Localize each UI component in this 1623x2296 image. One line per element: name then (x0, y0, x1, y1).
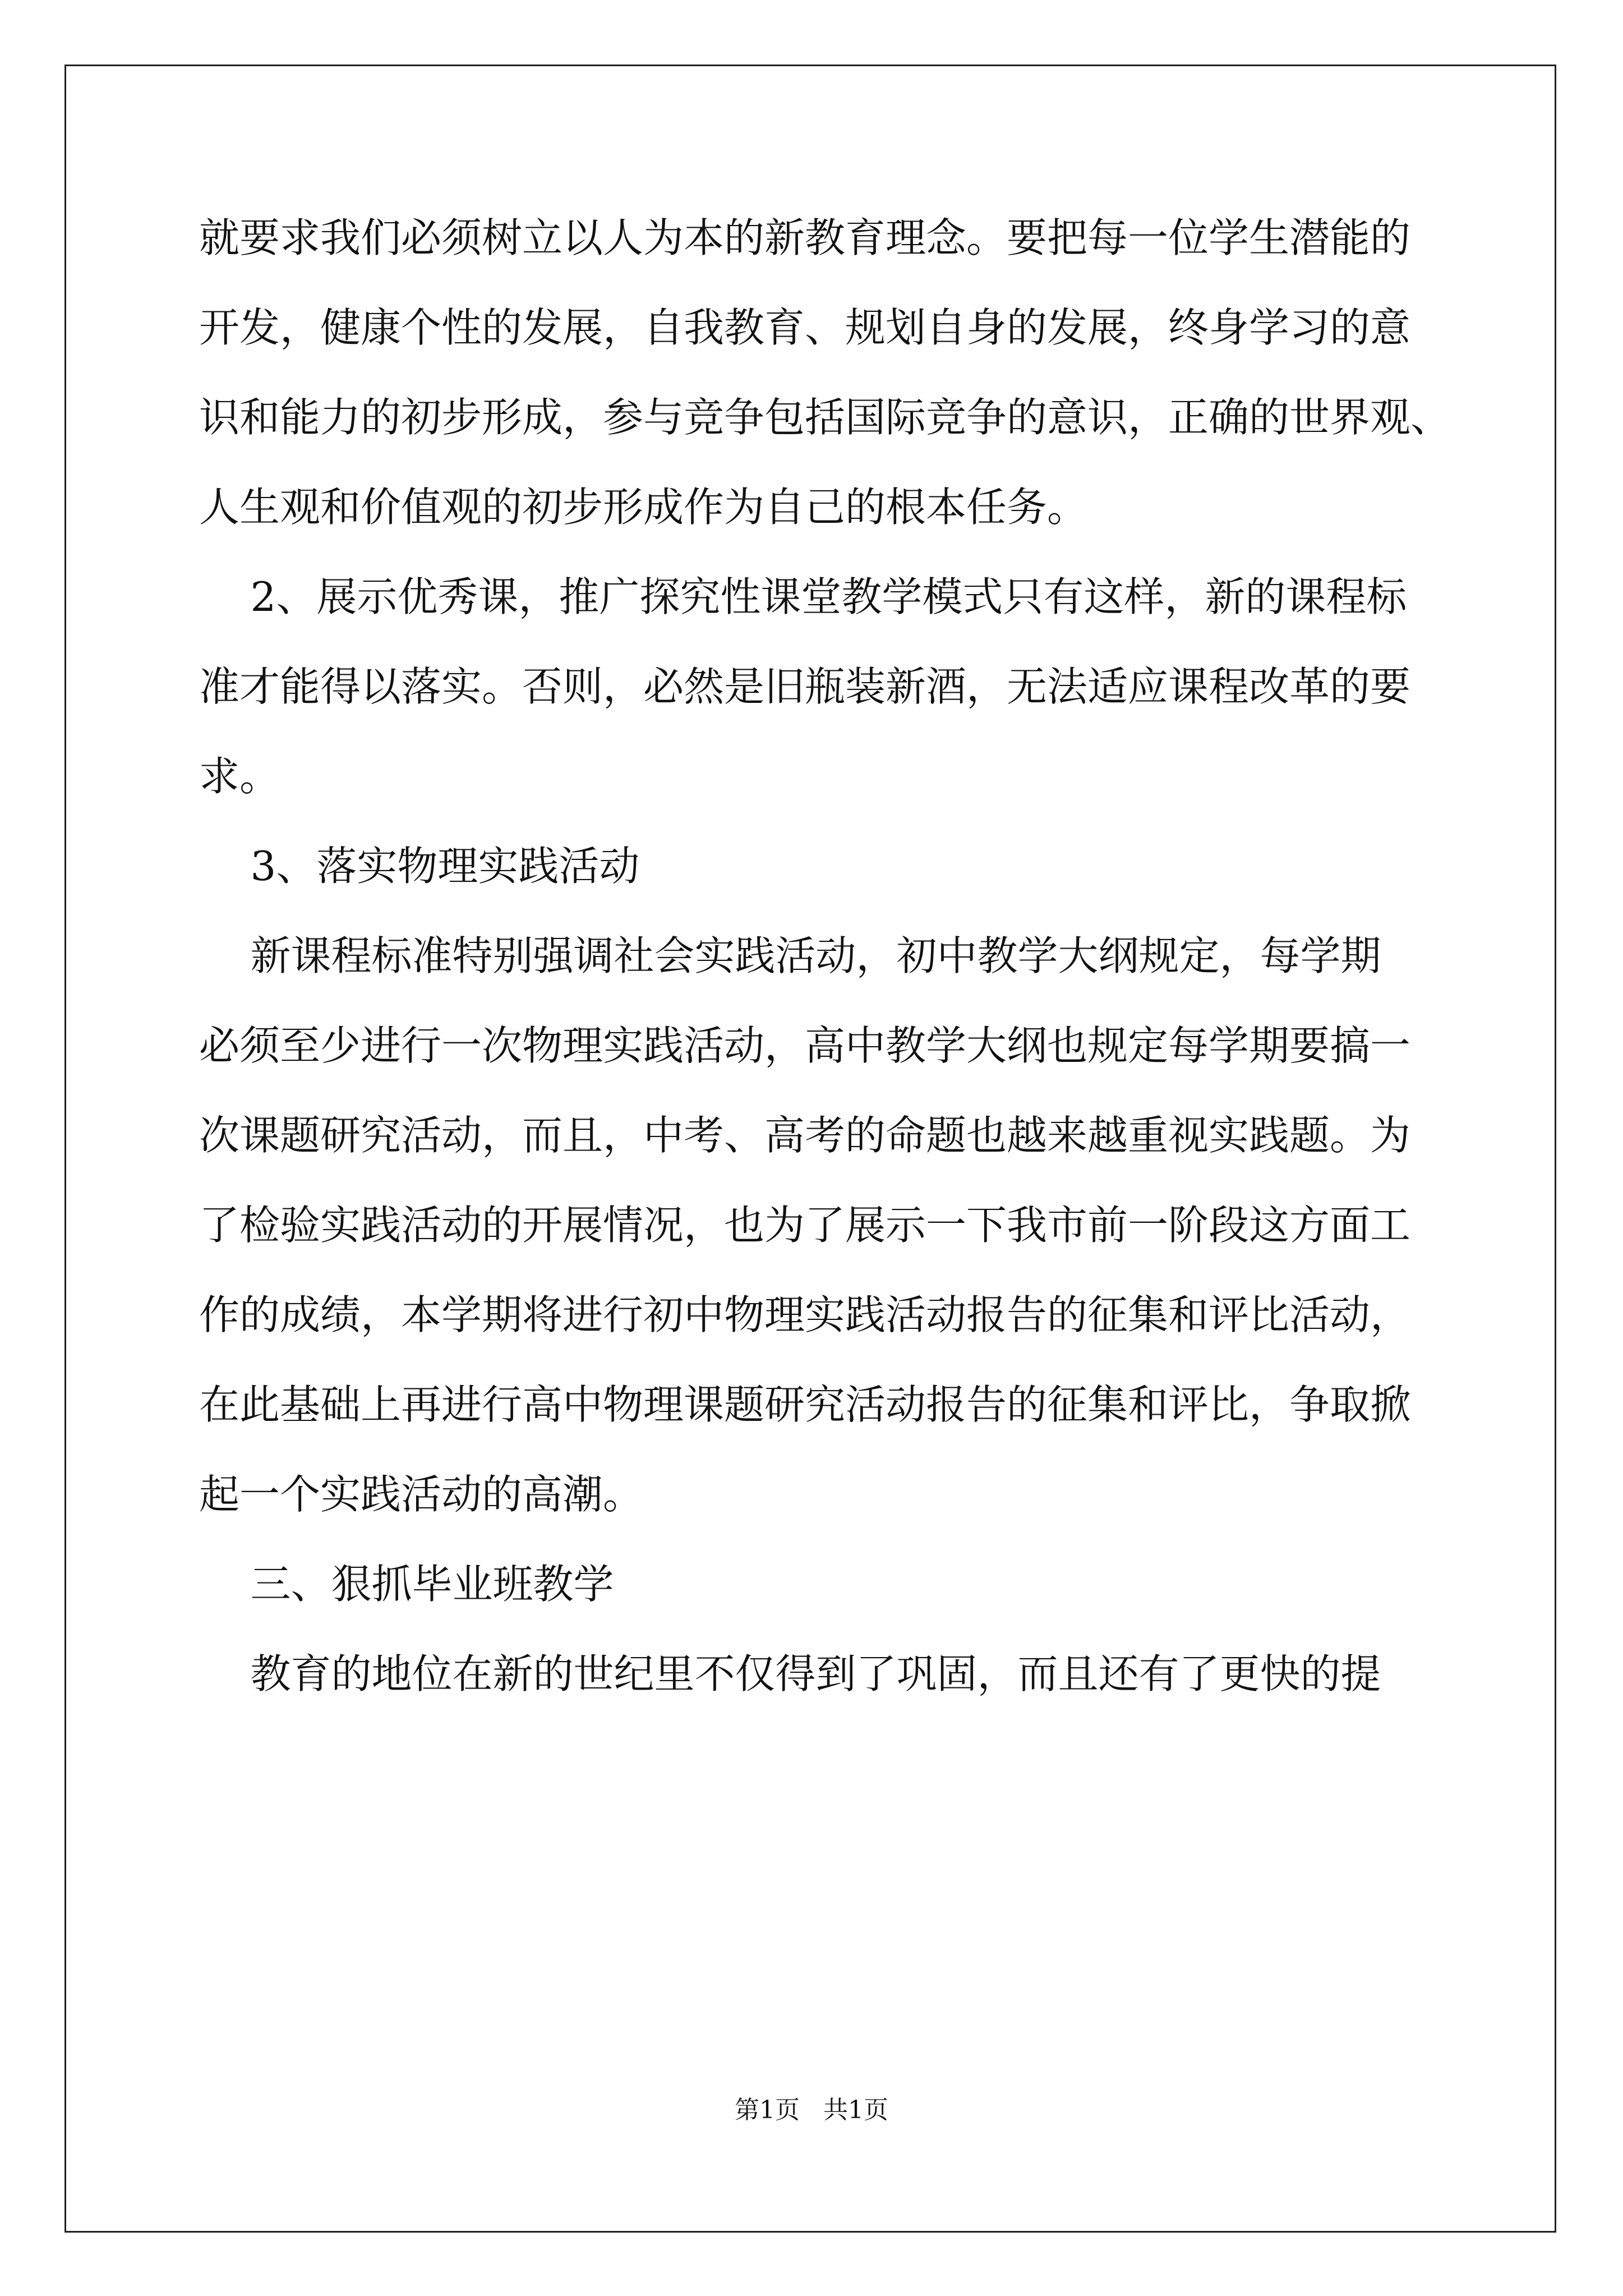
text-line: 开发，健康个性的发展，自我教育、规划自身的发展，终身学习的意 (199, 304, 1411, 351)
section-heading: 3、落实物理实践活动 (199, 843, 640, 890)
text-line: 准才能得以落实。否则，必然是旧瓶装新酒，无法适应课程改革的要 (199, 663, 1411, 710)
text-line: 次课题研究活动，而且，中考、高考的命题也越来越重视实践题。为 (199, 1112, 1411, 1159)
text-line: 新课程标准特别强调社会实践活动，初中教学大纲规定，每学期 (199, 932, 1381, 979)
text-line: 识和能力的初步形成，参与竞争包括国际竞争的意识，正确的世界观、 (199, 394, 1451, 441)
text-line: 作的成绩，本学期将进行初中物理实践活动报告的征集和评比活动， (199, 1291, 1411, 1338)
text-line: 人生观和价值观的初步形成作为自己的根本任务。 (199, 484, 1088, 531)
text-line: 在此基础上再进行高中物理课题研究活动报告的征集和评比，争取掀 (199, 1381, 1411, 1428)
text-line: 2、展示优秀课，推广探究性课堂教学模式只有这样，新的课程标 (199, 573, 1407, 620)
text-line: 起一个实践活动的高潮。 (199, 1471, 644, 1518)
document-body (199, 209, 1451, 1734)
text-line: 教育的地位在新的世纪里不仅得到了巩固，而且还有了更快的提 (199, 1650, 1381, 1697)
text-line: 必须至少进行一次物理实践活动，高中教学大纲也规定每学期要搞一 (199, 1022, 1411, 1069)
section-heading: 三、狠抓毕业班教学 (199, 1561, 614, 1608)
text-line: 求。 (199, 753, 280, 800)
text-line: 就要求我们必须树立以人为本的新教育理念。要把每一位学生潜能的 (199, 214, 1411, 261)
text-line: 了检验实践活动的开展情况，也为了展示一下我市前一阶段这方面工 (199, 1202, 1411, 1249)
page-footer: 第1页 共1页 (735, 2096, 888, 2124)
